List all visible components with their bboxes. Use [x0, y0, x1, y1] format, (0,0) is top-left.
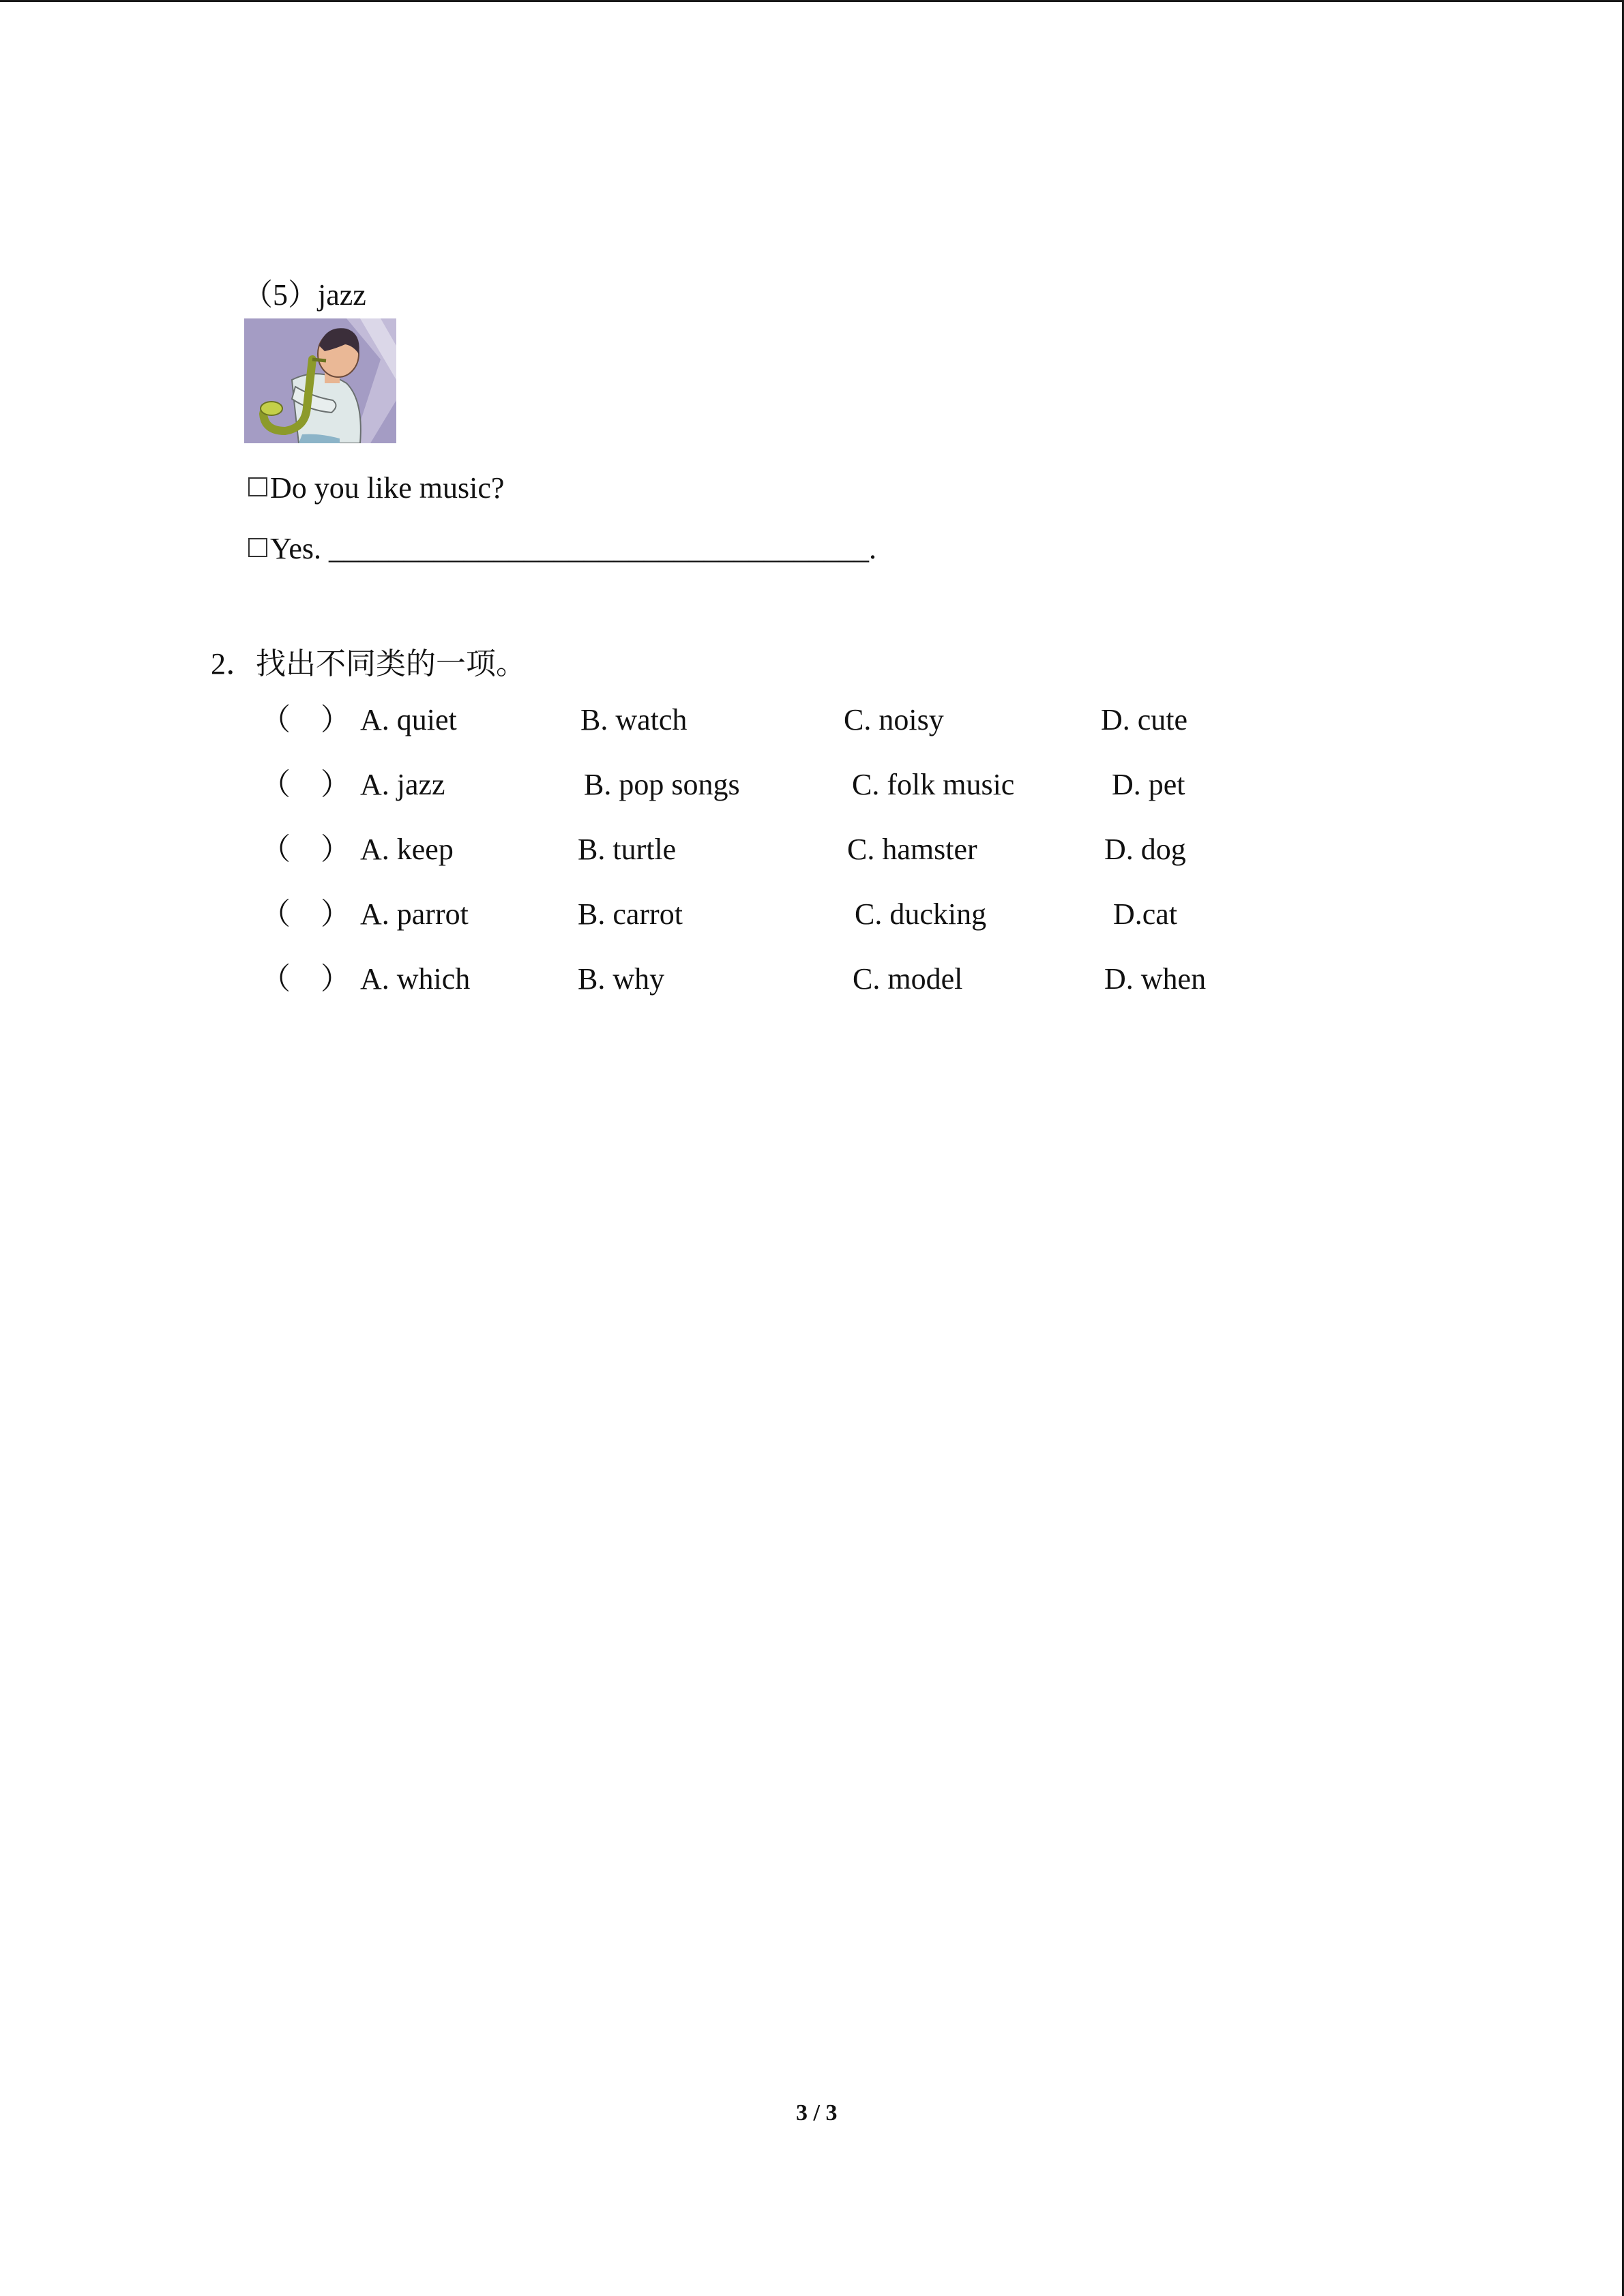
question-checkbox-icon	[248, 477, 267, 496]
row-paren-close: ）	[321, 703, 351, 736]
item-5-label: （5）jazz	[243, 278, 366, 312]
option-d: D. dog	[1104, 833, 1186, 866]
saxophone-player-icon	[244, 318, 396, 443]
option-a: A. keep	[360, 833, 454, 866]
option-b: B. carrot	[578, 897, 683, 931]
option-a: A. quiet	[360, 703, 457, 736]
section-number: 2．	[211, 647, 256, 681]
dialog-question: Do you like music?	[270, 471, 505, 505]
option-b: B. pop songs	[584, 768, 740, 801]
option-d: D.cat	[1113, 897, 1178, 931]
option-c: C. model	[853, 962, 963, 996]
dialog-question-line	[248, 471, 504, 506]
option-c: C. noisy	[844, 703, 944, 736]
row-paren-open: （	[261, 833, 291, 866]
row-paren-open: （	[261, 768, 291, 801]
answer-end: .	[869, 532, 877, 565]
row-paren-close: ）	[321, 833, 351, 866]
option-c: C. hamster	[847, 833, 977, 866]
row-paren-close: ）	[321, 897, 351, 931]
option-d: D. when	[1104, 962, 1207, 996]
row-paren-open: （	[261, 962, 291, 996]
page-number: 3 / 3	[796, 2100, 838, 2126]
option-a: A. jazz	[360, 768, 445, 801]
row-paren-open: （	[261, 703, 291, 736]
page-top-border	[0, 0, 1624, 2]
answer-blank[interactable]: ____________________________________	[329, 532, 870, 565]
saxophone-player-image	[244, 318, 396, 443]
dialog-answer-line	[248, 531, 876, 567]
row-paren-open: （	[261, 897, 291, 931]
option-b: B. why	[578, 962, 665, 996]
answer-prefix: Yes.	[270, 532, 322, 565]
row-paren-close: ）	[321, 962, 351, 996]
option-a: A. parrot	[360, 897, 469, 931]
answer-checkbox-icon	[248, 538, 267, 557]
option-c: C. folk music	[852, 768, 1015, 801]
row-paren-close: ）	[321, 768, 351, 801]
option-b: B. turtle	[578, 833, 677, 866]
section-2-heading	[211, 646, 526, 682]
option-c: C. ducking	[855, 897, 987, 931]
section-title: 找出不同类的一项。	[256, 647, 526, 681]
option-d: D. pet	[1112, 768, 1185, 801]
option-a: A. which	[360, 962, 471, 996]
option-b: B. watch	[580, 703, 688, 736]
option-d: D. cute	[1101, 703, 1188, 736]
